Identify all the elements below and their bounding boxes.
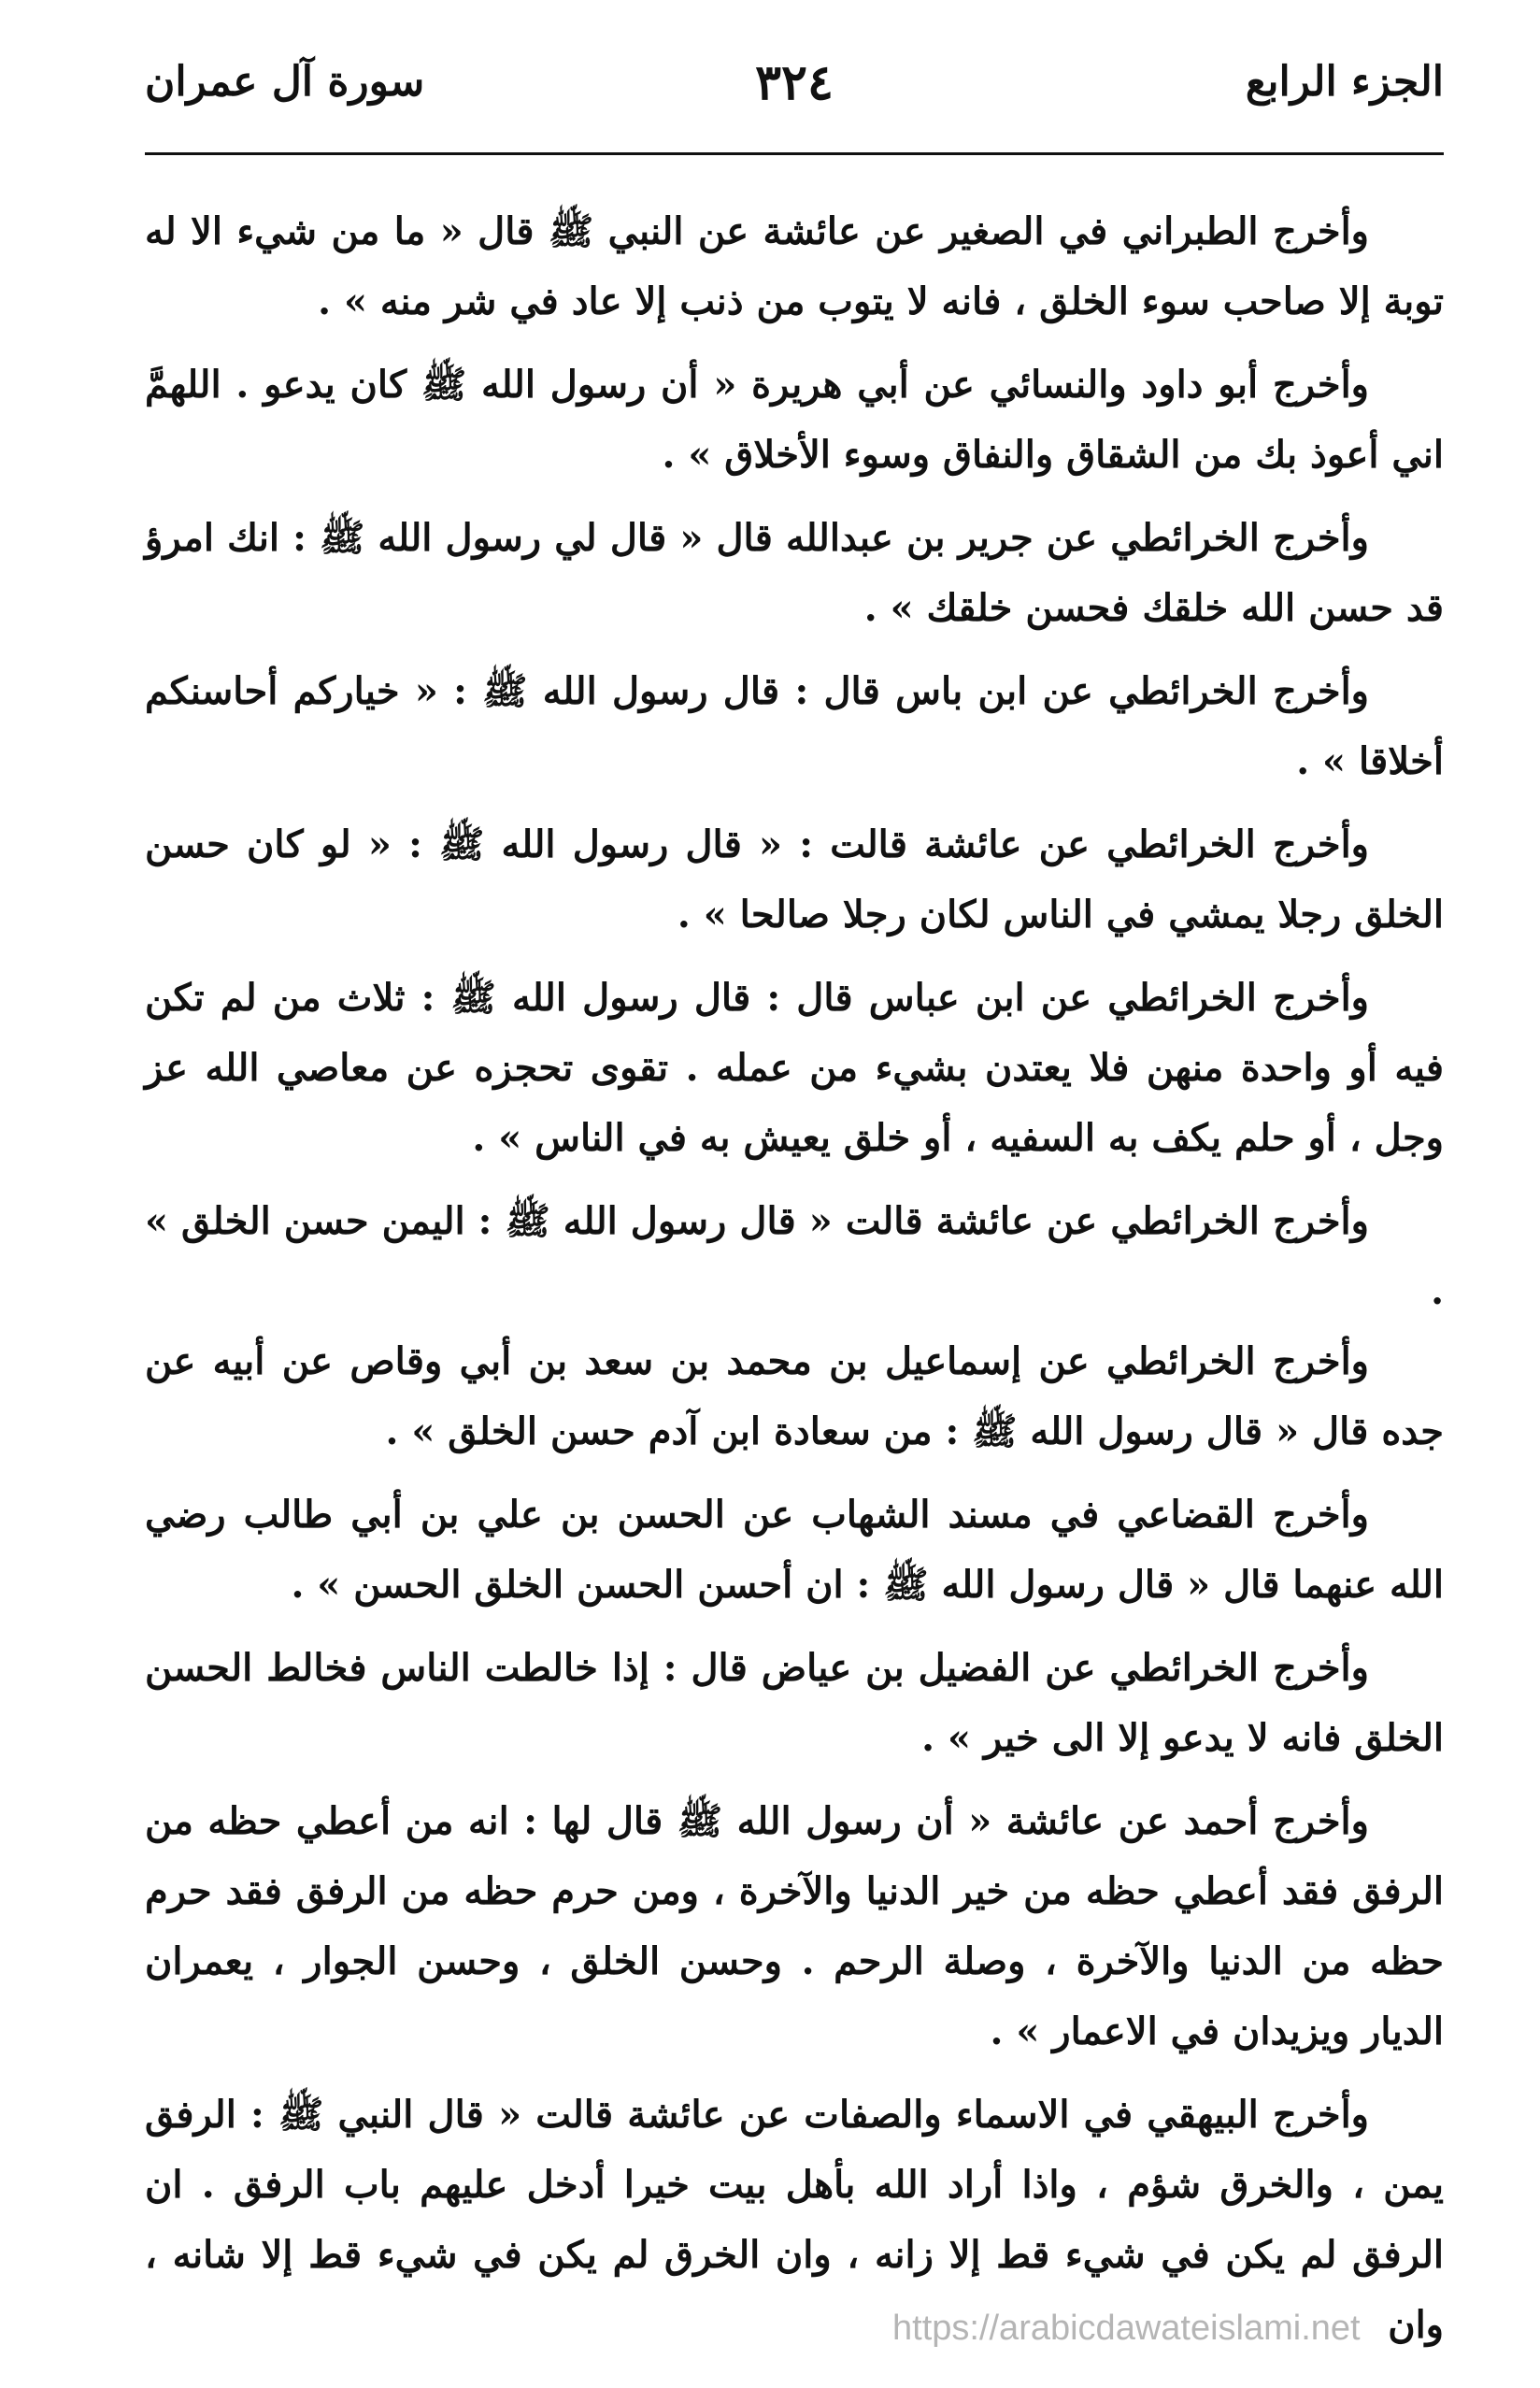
page-header [145,54,1444,142]
paragraph: وأخرج الخرائطي عن عائشة قالت « قال رسول الله ﷺ : اليمن حسن الخلق » . [145,1199,1444,1313]
paragraph: وأخرج الخرائطي عن جرير بن عبدالله قال « قال لي رسول الله ﷺ : انك امرؤ قد حسن الله خلقك فحسن خلقك » . [145,516,1444,630]
surah-label: سورة آل عمران [145,58,425,106]
source-watermark: https://arabicdawateislami.net [892,2309,1361,2348]
paragraph: وأخرج الخرائطي عن عائشة قالت : « قال رسول الله ﷺ : « لو كان حسن الخلق رجلا يمشي في الناس لكان رجلا صالحا » . [145,822,1444,937]
paragraph: وأخرج الخرائطي عن ابن عباس قال : قال رسول الله ﷺ : ثلاث من لم تكن فيه أو واحدة منهن فلا يعتدن بشيء من عمله . تقوى تحجزه عن معاصي الله عز وجل ، أو حلم يكف به السفيه ، أو خلق يعيش به في الناس » . [145,976,1444,1160]
paragraph: وأخرج الخرائطي عن إسماعيل بن محمد بن سعد بن أبي وقاص عن أبيه عن جده قال « قال رسول الله ﷺ : من سعادة ابن آدم حسن الخلق » . [145,1339,1444,1453]
paragraph: وأخرج الخرائطي عن ابن باس قال : قال رسول الله ﷺ : « خياركم أحاسنكم أخلاقا » . [145,669,1444,783]
paragraph: وأخرج الطبراني في الصغير عن عائشة عن النبي ﷺ قال « ما من شيء الا له توبة إلا صاحب سوء الخلق ، فانه لا يتوب من ذنب إلا عاد في شر منه » . [145,209,1444,323]
paragraph: وأخرج أبو داود والنسائي عن أبي هريرة « أن رسول الله ﷺ كان يدعو . اللهمَّ اني أعوذ بك من الشقاق والنفاق وسوء الأخلاق » . [145,363,1444,477]
page-body [145,196,1444,2373]
paragraph: وأخرج أحمد عن عائشة « أن رسول الله ﷺ قال لها : انه من أعطي حظه من الرفق فقد أعطي حظه من خير الدنيا والآخرة ، ومن حرم حظه من الرفق فقد حرم حظه من الدنيا والآخرة ، وصلة الرحم . وحسن الخلق ، وحسن الجوار ، يعمران الديار ويزيدان في الاعمار » . [145,1799,1444,2053]
juz-label: الجزء الرابع [1245,58,1444,106]
paragraph: وأخرج القضاعي في مسند الشهاب عن الحسن بن علي بن أبي طالب رضي الله عنهما قال « قال رسول الله ﷺ : ان أحسن الحسن الخلق الحسن » . [145,1493,1444,1607]
page-number: ٣٢٤ [755,54,834,111]
paragraph: وأخرج البيهقي في الاسماء والصفات عن عائشة قالت « قال النبي ﷺ : الرفق يمن ، والخرق شؤم ، واذا أراد الله بأهل بيت خيرا أدخل عليهم باب الرفق . ان الرفق لم يكن في شيء قط إلا زانه ، وان الخرق لم يكن في شيء قط إلا شانه ، وان [145,2093,1444,2347]
header-divider [145,152,1444,155]
paragraph: وأخرج الخرائطي عن الفضيل بن عياض قال : إذا خالطت الناس فخالط الحسن الخلق فانه لا يدعو إلا الى خير » . [145,1646,1444,1760]
